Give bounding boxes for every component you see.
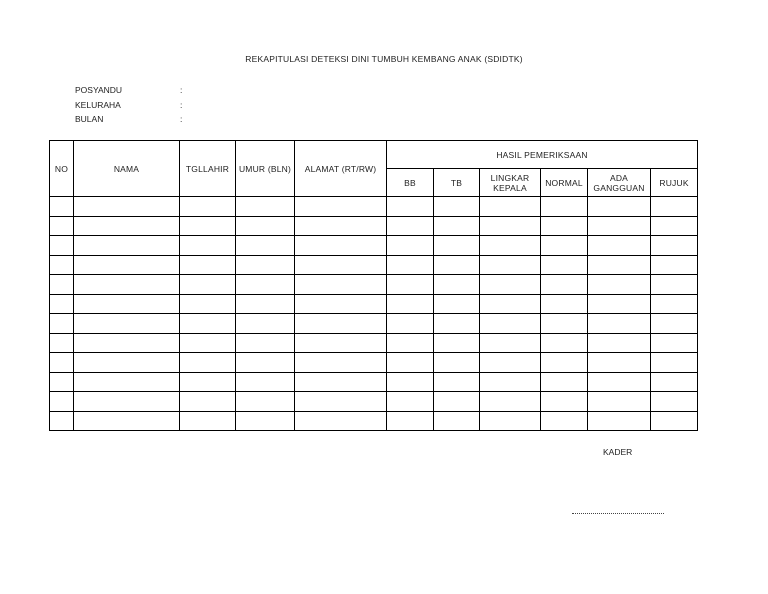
table-cell[interactable] <box>541 392 588 412</box>
header-gangguan-line1: ADA <box>609 172 629 183</box>
table-cell[interactable] <box>295 333 387 353</box>
table-cell[interactable] <box>74 275 180 295</box>
table-cell[interactable] <box>434 392 480 412</box>
table-cell[interactable] <box>74 216 180 236</box>
table-cell[interactable] <box>387 392 434 412</box>
table-cell[interactable] <box>50 236 74 256</box>
table-cell[interactable] <box>541 353 588 373</box>
table-cell[interactable] <box>651 353 698 373</box>
table-cell[interactable] <box>588 333 651 353</box>
table-row <box>50 372 698 392</box>
table-cell[interactable] <box>434 333 480 353</box>
table-cell[interactable] <box>74 392 180 412</box>
table-row <box>50 216 698 236</box>
field-bulan <box>75 112 182 127</box>
table-cell[interactable] <box>180 333 236 353</box>
table-cell[interactable] <box>588 236 651 256</box>
recap-table <box>49 140 698 431</box>
table-cell[interactable] <box>387 333 434 353</box>
table-cell[interactable] <box>236 236 295 256</box>
table-cell[interactable] <box>295 353 387 373</box>
header-hasil-pemeriksaan: HASIL PEMERIKSAAN <box>387 141 698 169</box>
table-cell[interactable] <box>387 353 434 373</box>
table-cell[interactable] <box>295 255 387 275</box>
table-cell[interactable] <box>50 372 74 392</box>
table-cell[interactable] <box>651 275 698 295</box>
header-lingkar-line2: KEPALA <box>493 182 527 193</box>
table-cell[interactable] <box>541 411 588 431</box>
table-cell[interactable] <box>434 372 480 392</box>
table-cell[interactable] <box>434 197 480 217</box>
table-cell[interactable] <box>651 197 698 217</box>
table-cell[interactable] <box>434 275 480 295</box>
table-cell[interactable] <box>236 333 295 353</box>
header-ada-gangguan <box>588 169 651 197</box>
table-cell[interactable] <box>295 411 387 431</box>
header-umur: UMUR (BLN) <box>236 141 295 197</box>
table-cell[interactable] <box>50 392 74 412</box>
table-cell[interactable] <box>480 294 541 314</box>
field-label: KELURAHA <box>75 99 121 110</box>
table-cell[interactable] <box>651 216 698 236</box>
table-cell[interactable] <box>387 411 434 431</box>
table-cell[interactable] <box>588 197 651 217</box>
table-cell[interactable] <box>180 314 236 334</box>
table-cell[interactable] <box>295 216 387 236</box>
table-cell[interactable] <box>387 197 434 217</box>
table-cell[interactable] <box>387 294 434 314</box>
table-cell[interactable] <box>480 314 541 334</box>
table-cell[interactable] <box>651 392 698 412</box>
table-cell[interactable] <box>295 314 387 334</box>
table-cell[interactable] <box>651 236 698 256</box>
table-cell[interactable] <box>180 392 236 412</box>
table-cell[interactable] <box>541 314 588 334</box>
table-cell[interactable] <box>588 392 651 412</box>
header-tb: TB <box>434 169 480 197</box>
table-cell[interactable] <box>588 353 651 373</box>
table-cell[interactable] <box>651 255 698 275</box>
table-cell[interactable] <box>74 333 180 353</box>
table-cell[interactable] <box>387 216 434 236</box>
table-cell[interactable] <box>387 236 434 256</box>
table-cell[interactable] <box>387 255 434 275</box>
table-cell[interactable] <box>541 255 588 275</box>
table-cell[interactable] <box>180 236 236 256</box>
table-row <box>50 333 698 353</box>
table-cell[interactable] <box>480 197 541 217</box>
table-cell[interactable] <box>434 353 480 373</box>
table-cell[interactable] <box>480 372 541 392</box>
table-cell[interactable] <box>50 294 74 314</box>
table-cell[interactable] <box>236 255 295 275</box>
table-cell[interactable] <box>180 216 236 236</box>
table-cell[interactable] <box>295 392 387 412</box>
table-cell[interactable] <box>236 353 295 373</box>
table-cell[interactable] <box>387 314 434 334</box>
header-tgllahir: TGLLAHIR <box>180 141 236 197</box>
header-bb: BB <box>387 169 434 197</box>
header-alamat: ALAMAT (RT/RW) <box>295 141 387 197</box>
table-cell[interactable] <box>480 275 541 295</box>
table-cell[interactable] <box>50 314 74 334</box>
field-label: POSYANDU <box>75 85 123 95</box>
header-rujuk: RUJUK <box>651 169 698 197</box>
table-row <box>50 255 698 275</box>
table-cell[interactable] <box>651 294 698 314</box>
table-cell[interactable] <box>651 333 698 353</box>
table-cell[interactable] <box>74 353 180 373</box>
table-cell[interactable] <box>434 294 480 314</box>
table-cell[interactable] <box>180 255 236 275</box>
table-cell[interactable] <box>588 275 651 295</box>
table-cell[interactable] <box>480 216 541 236</box>
signature-label: KADER <box>603 447 633 457</box>
table-cell[interactable] <box>387 275 434 295</box>
table-cell[interactable] <box>541 333 588 353</box>
table-cell[interactable] <box>180 372 236 392</box>
table-cell[interactable] <box>434 314 480 334</box>
field-separator: : <box>180 99 183 110</box>
table-cell[interactable] <box>236 392 295 412</box>
header-fields <box>75 83 182 127</box>
header-lingkar-line1: LINGKAR <box>490 172 530 183</box>
table-cell[interactable] <box>588 216 651 236</box>
table-cell[interactable] <box>50 255 74 275</box>
table-cell[interactable] <box>651 372 698 392</box>
table-cell[interactable] <box>480 333 541 353</box>
table-cell[interactable] <box>180 197 236 217</box>
table-row <box>50 314 698 334</box>
table-row <box>50 294 698 314</box>
table-cell[interactable] <box>541 275 588 295</box>
table-cell[interactable] <box>236 216 295 236</box>
table-cell[interactable] <box>180 294 236 314</box>
table-cell[interactable] <box>480 236 541 256</box>
document-title: REKAPITULASI DETEKSI DINI TUMBUH KEMBANG ANAK (SDIDTK) <box>245 54 523 64</box>
table-cell[interactable] <box>588 372 651 392</box>
table-cell[interactable] <box>50 275 74 295</box>
table-cell[interactable] <box>541 294 588 314</box>
table-cell[interactable] <box>180 353 236 373</box>
table-cell[interactable] <box>74 255 180 275</box>
table-row <box>50 353 698 373</box>
field-separator: : <box>180 114 183 124</box>
table-cell[interactable] <box>236 372 295 392</box>
table-cell[interactable] <box>50 333 74 353</box>
table-cell[interactable] <box>387 372 434 392</box>
table-cell[interactable] <box>434 255 480 275</box>
table-cell[interactable] <box>480 411 541 431</box>
header-no: NO <box>50 141 74 197</box>
table-cell[interactable] <box>50 197 74 217</box>
table-cell[interactable] <box>236 314 295 334</box>
table-cell[interactable] <box>434 216 480 236</box>
signature-line[interactable] <box>572 513 664 514</box>
table-cell[interactable] <box>180 275 236 295</box>
header-nama: NAMA <box>74 141 180 197</box>
header-gangguan-line2: GANGGUAN <box>593 182 645 193</box>
table-cell[interactable] <box>480 353 541 373</box>
table-cell[interactable] <box>74 294 180 314</box>
table-cell[interactable] <box>74 411 180 431</box>
table-cell[interactable] <box>295 275 387 295</box>
table-cell[interactable] <box>434 236 480 256</box>
header-lingkar-kepala <box>480 169 541 197</box>
table-cell[interactable] <box>541 236 588 256</box>
table-cell[interactable] <box>295 236 387 256</box>
table-cell[interactable] <box>651 411 698 431</box>
table-cell[interactable] <box>236 411 295 431</box>
table-row <box>50 392 698 412</box>
table-cell[interactable] <box>480 255 541 275</box>
table-cell[interactable] <box>434 411 480 431</box>
table-row <box>50 236 698 256</box>
table-cell[interactable] <box>541 216 588 236</box>
table-cell[interactable] <box>541 372 588 392</box>
table-cell[interactable] <box>74 372 180 392</box>
table-cell[interactable] <box>74 314 180 334</box>
table-cell[interactable] <box>588 294 651 314</box>
table-row <box>50 411 698 431</box>
table-cell[interactable] <box>541 197 588 217</box>
table-cell[interactable] <box>295 372 387 392</box>
table-cell[interactable] <box>295 294 387 314</box>
table-cell[interactable] <box>588 255 651 275</box>
table-cell[interactable] <box>651 314 698 334</box>
table-cell[interactable] <box>50 411 74 431</box>
table-cell[interactable] <box>295 197 387 217</box>
table-cell[interactable] <box>236 294 295 314</box>
table-cell[interactable] <box>180 411 236 431</box>
table-cell[interactable] <box>588 314 651 334</box>
field-kelurahan <box>75 98 182 113</box>
field-separator: : <box>180 85 183 95</box>
table-cell[interactable] <box>74 197 180 217</box>
field-posyandu <box>75 83 182 98</box>
table-row <box>50 275 698 295</box>
table-cell[interactable] <box>236 275 295 295</box>
table-cell[interactable] <box>74 236 180 256</box>
table-row <box>50 197 698 217</box>
table-cell[interactable] <box>480 392 541 412</box>
field-label: BULAN <box>75 114 104 124</box>
table-cell[interactable] <box>50 216 74 236</box>
header-normal: NORMAL <box>541 169 588 197</box>
table-body <box>50 197 698 431</box>
table-cell[interactable] <box>236 197 295 217</box>
table-cell[interactable] <box>588 411 651 431</box>
table-cell[interactable] <box>50 353 74 373</box>
